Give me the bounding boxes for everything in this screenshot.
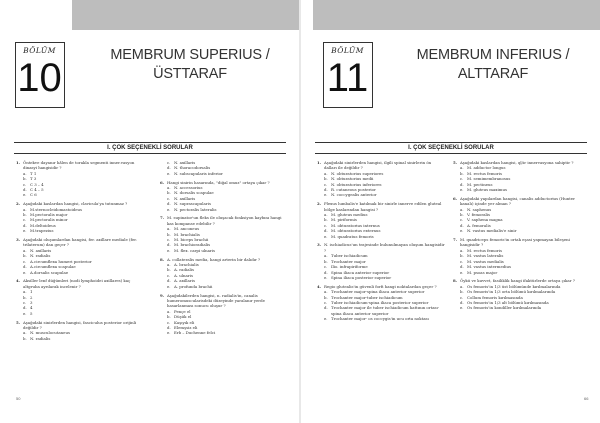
option-letter: d. [460,181,464,187]
option-text: M. rectus femoris [467,247,502,253]
option-text: Collum femoris kırılmasında [467,294,523,300]
option-letter: e. [460,269,464,275]
option-text: M. pectineus [467,181,493,187]
answer-option [460,187,581,192]
answer-options [160,160,288,176]
option-text: Os femoris'in kondiller kırılmalarında [467,305,542,311]
page-number: 66 [584,396,589,401]
option-letter: c. [324,222,328,228]
option-letter: c. [23,299,27,305]
chapter-title [393,46,593,84]
option-text: N. radialis [30,335,51,341]
option-text: M. piriformis [331,217,357,223]
question-text: Aksiller lenf düğümleri (nodi lymphoidei axillares) kaç altgruba ayrılarak incelenir ? [23,278,131,289]
question-item [16,160,144,198]
option-letter: b. [23,335,27,341]
question-number: 1. [16,160,21,165]
chapter-title-line1: MEMBRUM SUPERIUS / [110,47,270,63]
question-stem [317,242,445,253]
chapter-title-line2: ALTTARAF [457,66,529,82]
question-item [16,237,144,275]
answer-options [160,226,288,253]
option-letter: b. [167,190,171,196]
option-letter: a. [324,289,328,295]
option-letter: b. [167,267,171,273]
question-item [160,257,288,289]
option-letter: a. [23,206,27,212]
question-item [16,201,144,233]
question-column-1 [317,160,445,325]
option-letter: a. [324,170,328,176]
question-text: N. ischiadicus'un trajesinde bulunulmayan oluşum hangisidir ? [324,242,445,253]
header-bar-gap [0,0,72,30]
option-text: M. rectus femoris [467,170,502,176]
option-letter: b. [167,314,171,320]
question-stem [160,215,288,226]
question-number: 2. [317,201,322,207]
option-letter: b. [324,294,328,300]
answer-option [167,330,288,335]
option-text: N. dorsalis scapulae [174,190,214,196]
question-stem [16,278,144,289]
option-text: A. radialis [174,267,195,273]
answer-options [453,165,581,192]
option-text: C 3 – 4 [30,181,44,187]
option-letter: d. [324,269,328,275]
option-letter: a. [324,212,328,218]
option-letter: c. [167,319,171,325]
question-number: 1. [317,160,322,165]
question-number: 6. [160,179,165,185]
question-number: 8. [160,256,165,262]
question-text: Hangi sinirin hasarında, "diğal omuz" ortaya çıkar ? [167,179,270,185]
option-text: N. accessorius [174,185,203,191]
option-text: A. femoralis [467,222,491,228]
option-letter: e. [167,247,171,253]
option-letter: c. [23,258,27,264]
option-letter: a. [460,247,464,253]
answer-option [167,248,288,253]
option-text: M.sternocleidomastoideus [30,206,83,212]
option-letter: c. [324,299,328,305]
question-column-2 [160,160,288,339]
chapter-title [90,46,290,84]
question-text: M. quadriceps femoris'in ortak eşasi yapmayan bileşeni hangisidir ? [460,237,570,248]
answer-options [317,212,445,239]
option-letter: e. [460,305,464,311]
option-text: Tuber ischiadicum [331,253,368,259]
option-text: 5 [30,310,33,316]
question-stem [453,196,581,207]
option-letter: e. [167,283,171,289]
option-text: 1 [30,289,33,295]
answer-option [23,336,144,341]
option-letter: a. [167,308,171,314]
option-letter: c. [167,195,171,201]
option-text: A.dorsalis scapulae [30,269,69,275]
option-letter: a. [167,262,171,268]
question-number: 8. [453,278,458,284]
question-text: Aşağıdaki oluşumlardan hangisi, fer. axillare mediale (fer. trilaterum) dan geçer ? [23,237,137,248]
option-letter: e. [460,187,464,193]
option-letter: d. [167,165,171,171]
answer-option [460,270,581,275]
option-text: C 4 – 5 [30,187,44,193]
option-letter: a. [23,330,27,336]
option-text: M. adductor longus [467,165,506,171]
option-text: Trochanter major-spina iliaca anterior superior [331,289,425,295]
answer-option [23,311,144,316]
answer-options [160,185,288,212]
question-number: 7. [160,215,165,221]
option-text: N. obturatorius superiores [331,170,384,176]
chapter-title-line2: ÜSTTARAF [153,66,227,82]
question-text: Aşağıdakilerden hangisi, n. radialis'in, canalis humeromuscularisdeki düzeyinde yaralanır yerde hasarlanması sonucu oluşur ? [167,292,265,309]
question-text: Aşağıdaki kaslardan hangisi, ql/ir innervasyona sahiptir ? [460,160,574,165]
question-text: Aşağıdaki sinirlerden hangisi, ilgili spinal sinirlerin ön dalları ile değildir ? [324,160,432,171]
option-text: N. suprascapularis [174,201,211,207]
option-letter: d. [23,264,27,270]
option-letter: e. [324,316,328,322]
option-letter: b. [324,176,328,182]
option-text: M. vastus lateralis [467,253,504,259]
question-item [453,160,581,192]
answer-option [324,316,445,321]
question-number: 4. [317,283,322,289]
option-text: N. obturatorius medii [331,176,374,182]
option-text: M. brachialis [174,231,200,237]
option-text: 3 [30,299,33,305]
option-text: N. axillaris [174,160,196,165]
option-letter: e. [23,269,27,275]
option-text: R. cutaneous posterior [331,187,376,193]
question-stem [16,320,144,331]
question-item [160,293,288,336]
section-heading: I. ÇOK SEÇENEKLİ SORULAR [14,142,286,154]
answer-options [453,207,581,234]
question-item [453,278,581,310]
option-letter: b. [23,253,27,259]
option-text: N. pectoralis lateralis [174,206,217,212]
option-letter: a. [23,289,27,295]
option-letter: e. [324,274,328,280]
chapter-box [15,42,65,108]
chapter-label: BÖLÜM [331,46,364,55]
chapter-number: 10 [17,56,62,100]
answer-options [160,262,288,289]
question-number: 4. [16,278,21,284]
option-letter: d. [167,201,171,207]
top-header-bar [301,0,600,30]
option-text: Pençe el [174,308,191,314]
option-text: M. quadratus femoris [331,233,374,239]
option-letter: b. [167,231,171,237]
option-letter: c. [23,181,27,187]
option-text: N. subscapularis inferior [174,170,223,176]
answer-option [23,192,144,197]
option-text: V. saphena magna [467,217,503,223]
option-text: Spina iliaca posterior superior [331,274,392,280]
option-letter: d. [23,305,27,311]
question-number: 2. [16,201,21,207]
option-letter: b. [324,258,328,264]
answer-options [317,253,445,280]
question-number: 3. [16,237,21,243]
question-stem [317,201,445,212]
option-text: N. vastus medialis'e sinir [467,228,517,234]
answer-options [16,207,144,234]
option-text: N. thoracodorsalis [174,165,211,171]
option-text: N. obturatorius inferiores [331,181,382,187]
option-text: Erb – Duchenne felci [174,330,216,336]
option-letter: d. [324,187,328,193]
question-item [317,160,445,198]
option-letter: a. [460,165,464,171]
option-text: Tuber ischiadicum-spina iliaca posterior superior [331,299,429,305]
option-letter: e. [167,330,171,336]
question-stem [317,160,445,171]
answer-option [324,234,445,239]
option-text: A.circumflexa humeri posterior [30,258,92,264]
option-letter: d. [460,222,464,228]
option-letter: c. [167,272,171,278]
option-text: N. musculocutaneus [30,330,70,336]
option-text: 4 [30,305,33,311]
option-letter: e. [460,228,464,234]
option-text: M. semimembranosus [467,176,511,182]
option-letter: d. [167,278,171,284]
option-text: M.pectoralis major [30,212,68,218]
question-column-1 [16,160,144,345]
question-stem [16,160,144,171]
option-text: A. axillaris [174,278,195,284]
question-number: 7. [453,237,458,243]
option-text: Os femoris'in 1/3 üst bölümünde kırılmalarında [467,283,561,289]
answer-option [23,228,144,233]
option-text: N. axillaris [174,195,196,201]
option-letter: d. [167,242,171,248]
option-text: Düşük el [174,314,192,320]
answer-options [16,289,144,316]
option-letter: d. [324,305,328,311]
option-text: M. biceps brachii [174,237,209,243]
question-item [160,160,288,176]
answer-option [324,275,445,280]
option-text: M. gluteus medius [331,212,368,218]
option-text: M. brachioradialis [174,242,211,248]
option-letter: b. [324,217,328,223]
option-letter: a. [167,185,171,191]
option-letter: b. [460,212,464,218]
right-page [301,0,600,423]
option-letter: b. [23,176,27,182]
chapter-number: 11 [326,56,369,100]
question-stem [453,237,581,248]
answer-options [16,330,144,341]
left-page [0,0,299,423]
option-text: A. ulnaris [174,272,193,278]
option-letter: a. [460,206,464,212]
answer-option [167,171,288,176]
option-letter: e. [167,206,171,212]
option-text: Trochanter major-tuber ischiadicum [331,294,403,300]
answer-option [167,284,288,289]
answer-option [324,305,445,316]
option-text: Os femoris'in 1/3 alt bölümü kırılmasında [467,299,549,305]
option-letter: d. [167,324,171,330]
answer-option [324,192,445,197]
answer-options [16,171,144,198]
question-item [16,278,144,316]
option-letter: c. [23,217,27,223]
option-text: C 6 [30,192,37,198]
section-heading: I. ÇOK SEÇENEKLİ SORULAR [315,142,587,154]
option-letter: b. [23,212,27,218]
option-text: M. vastus intermedius [467,264,511,270]
option-text: M. obturatorius externus [331,228,381,234]
option-text: M. gluteus maximus [467,187,507,193]
option-letter: e. [324,192,328,198]
option-text: M.trapezius [30,228,54,234]
chapter-box [323,42,373,108]
question-text: Aşağıdaki yapılardan hangisi, canalis adductorius (Hunter kanalı) içinde yer alman ? [460,195,575,207]
question-number: 5. [453,160,458,165]
option-letter: c. [460,176,464,182]
question-number: 5. [16,319,21,325]
option-text: T 3 [30,176,37,182]
question-column-2 [453,160,581,314]
question-text: A. collateralis media, hangi arterin bir dalıdır ? [167,256,261,262]
answer-option [460,228,581,233]
question-text: Plexus lumbalis'e katılmak bir sinirle innerve edilen gluteal bölge kaslarından hangisi ? [324,201,442,212]
option-letter: c. [460,294,464,300]
option-letter: c. [324,264,328,270]
option-letter: c. [167,160,171,165]
question-item [317,201,445,239]
option-text: N. coccygealis anterior [331,192,377,198]
option-text: A. brachialis [174,262,199,268]
option-text: Elemşsiz eli [174,324,198,330]
option-letter: b. [23,294,27,300]
option-text: Spina iliaca anterior superior [331,269,390,275]
option-letter: e. [23,310,27,316]
option-letter: d. [23,222,27,228]
option-text: N. saphenus [467,206,492,212]
option-letter: c. [167,237,171,243]
option-letter: a. [167,226,171,232]
question-text: Öykü ve kuvvet, fasiliklik hangi ifaktürlerde ortaya çıkar ? [460,278,575,284]
answer-options [453,248,581,275]
option-text: N. axillaris [30,247,52,253]
option-text: Trochanter major [331,258,366,264]
question-stem [16,237,144,248]
option-text: Trochanter major ile tuber ischiadicum hattının ortası-spina iliaca anterior superior [331,305,440,316]
answer-option [23,270,144,275]
option-letter: b. [460,170,464,176]
option-text: V. femoralis [467,212,491,218]
option-text: M. psoas major [467,269,498,275]
option-text: Trochanter major- os coccygis'in ucu orta noktası [331,316,429,322]
option-text: M. vastus medialis [467,258,504,264]
option-text: A. profunda brachii [174,283,213,289]
page-number: 50 [16,396,21,401]
option-letter: b. [460,253,464,259]
answer-options [317,171,445,198]
option-text: Os femoris'in 1/3 orta bölümü kırılmalarında [467,289,556,295]
question-item [160,180,288,212]
option-letter: b. [460,289,464,295]
option-letter: e. [23,192,27,198]
option-text: T 1 [30,170,37,176]
option-letter: e. [167,170,171,176]
question-number: 6. [453,195,458,201]
option-letter: a. [23,170,27,176]
option-letter: e. [324,233,328,239]
option-letter: c. [460,217,464,223]
answer-option [167,207,288,212]
option-text: N. radialis [30,253,51,259]
option-letter: e. [23,228,27,234]
option-text: 2 [30,294,33,300]
option-text: M. obturatorius internus [331,222,380,228]
question-item [453,237,581,275]
question-text: Öntekve dayanır hâlen de torakla segmenti inner.vasyon dinasyi hangisidir ? [23,160,135,171]
question-item [16,320,144,342]
question-text: Aşağıdaki kaslardan hangisi, clavicula'ya tutunmaz ? [23,201,128,207]
question-number: 3. [317,242,322,248]
option-letter: d. [460,299,464,305]
option-letter: c. [460,258,464,264]
option-letter: d. [23,187,27,193]
option-text: M. anconeus [174,226,200,232]
question-item [453,196,581,234]
option-letter: d. [324,228,328,234]
question-text: Aşağıdaki sinirlerden hangisi, fasciculus posterior orijinli değildir ? [23,319,137,330]
option-letter: d. [460,264,464,270]
top-header-bar [0,0,299,30]
question-text: Regio glutealis'in güvenli forfi hangi noktalardan geçer ? [324,283,437,289]
option-letter: a. [324,253,328,259]
question-text: M. supinator'un fleks ile oluşacak fonksiyon kaybını hangi kas kompanse edebilir ? [167,215,282,226]
chapter-title-line1: MEMBRUM INFERIUS / [416,47,570,63]
option-text: M. flex. carpi ulnaris [174,247,216,253]
header-bar-gap [301,0,313,30]
question-item [317,284,445,322]
option-letter: a. [460,283,464,289]
question-item [160,215,288,253]
option-text: Kaşıyık eli [174,319,195,325]
option-text: A.circumflexa scapulae [30,264,76,270]
option-text: M.deltoideus [30,222,56,228]
question-number: 9. [160,292,165,298]
question-item [317,242,445,280]
answer-option [460,305,581,310]
answer-options [160,309,288,336]
option-text: M.pectoralis minor [30,217,68,223]
option-letter: a. [23,247,27,253]
answer-options [317,289,445,321]
answer-options [453,284,581,311]
option-text: Ilio. infrapiriforme [331,264,368,270]
option-letter: c. [324,181,328,187]
chapter-label: BÖLÜM [23,46,56,55]
question-stem [160,293,288,309]
answer-options [16,248,144,275]
